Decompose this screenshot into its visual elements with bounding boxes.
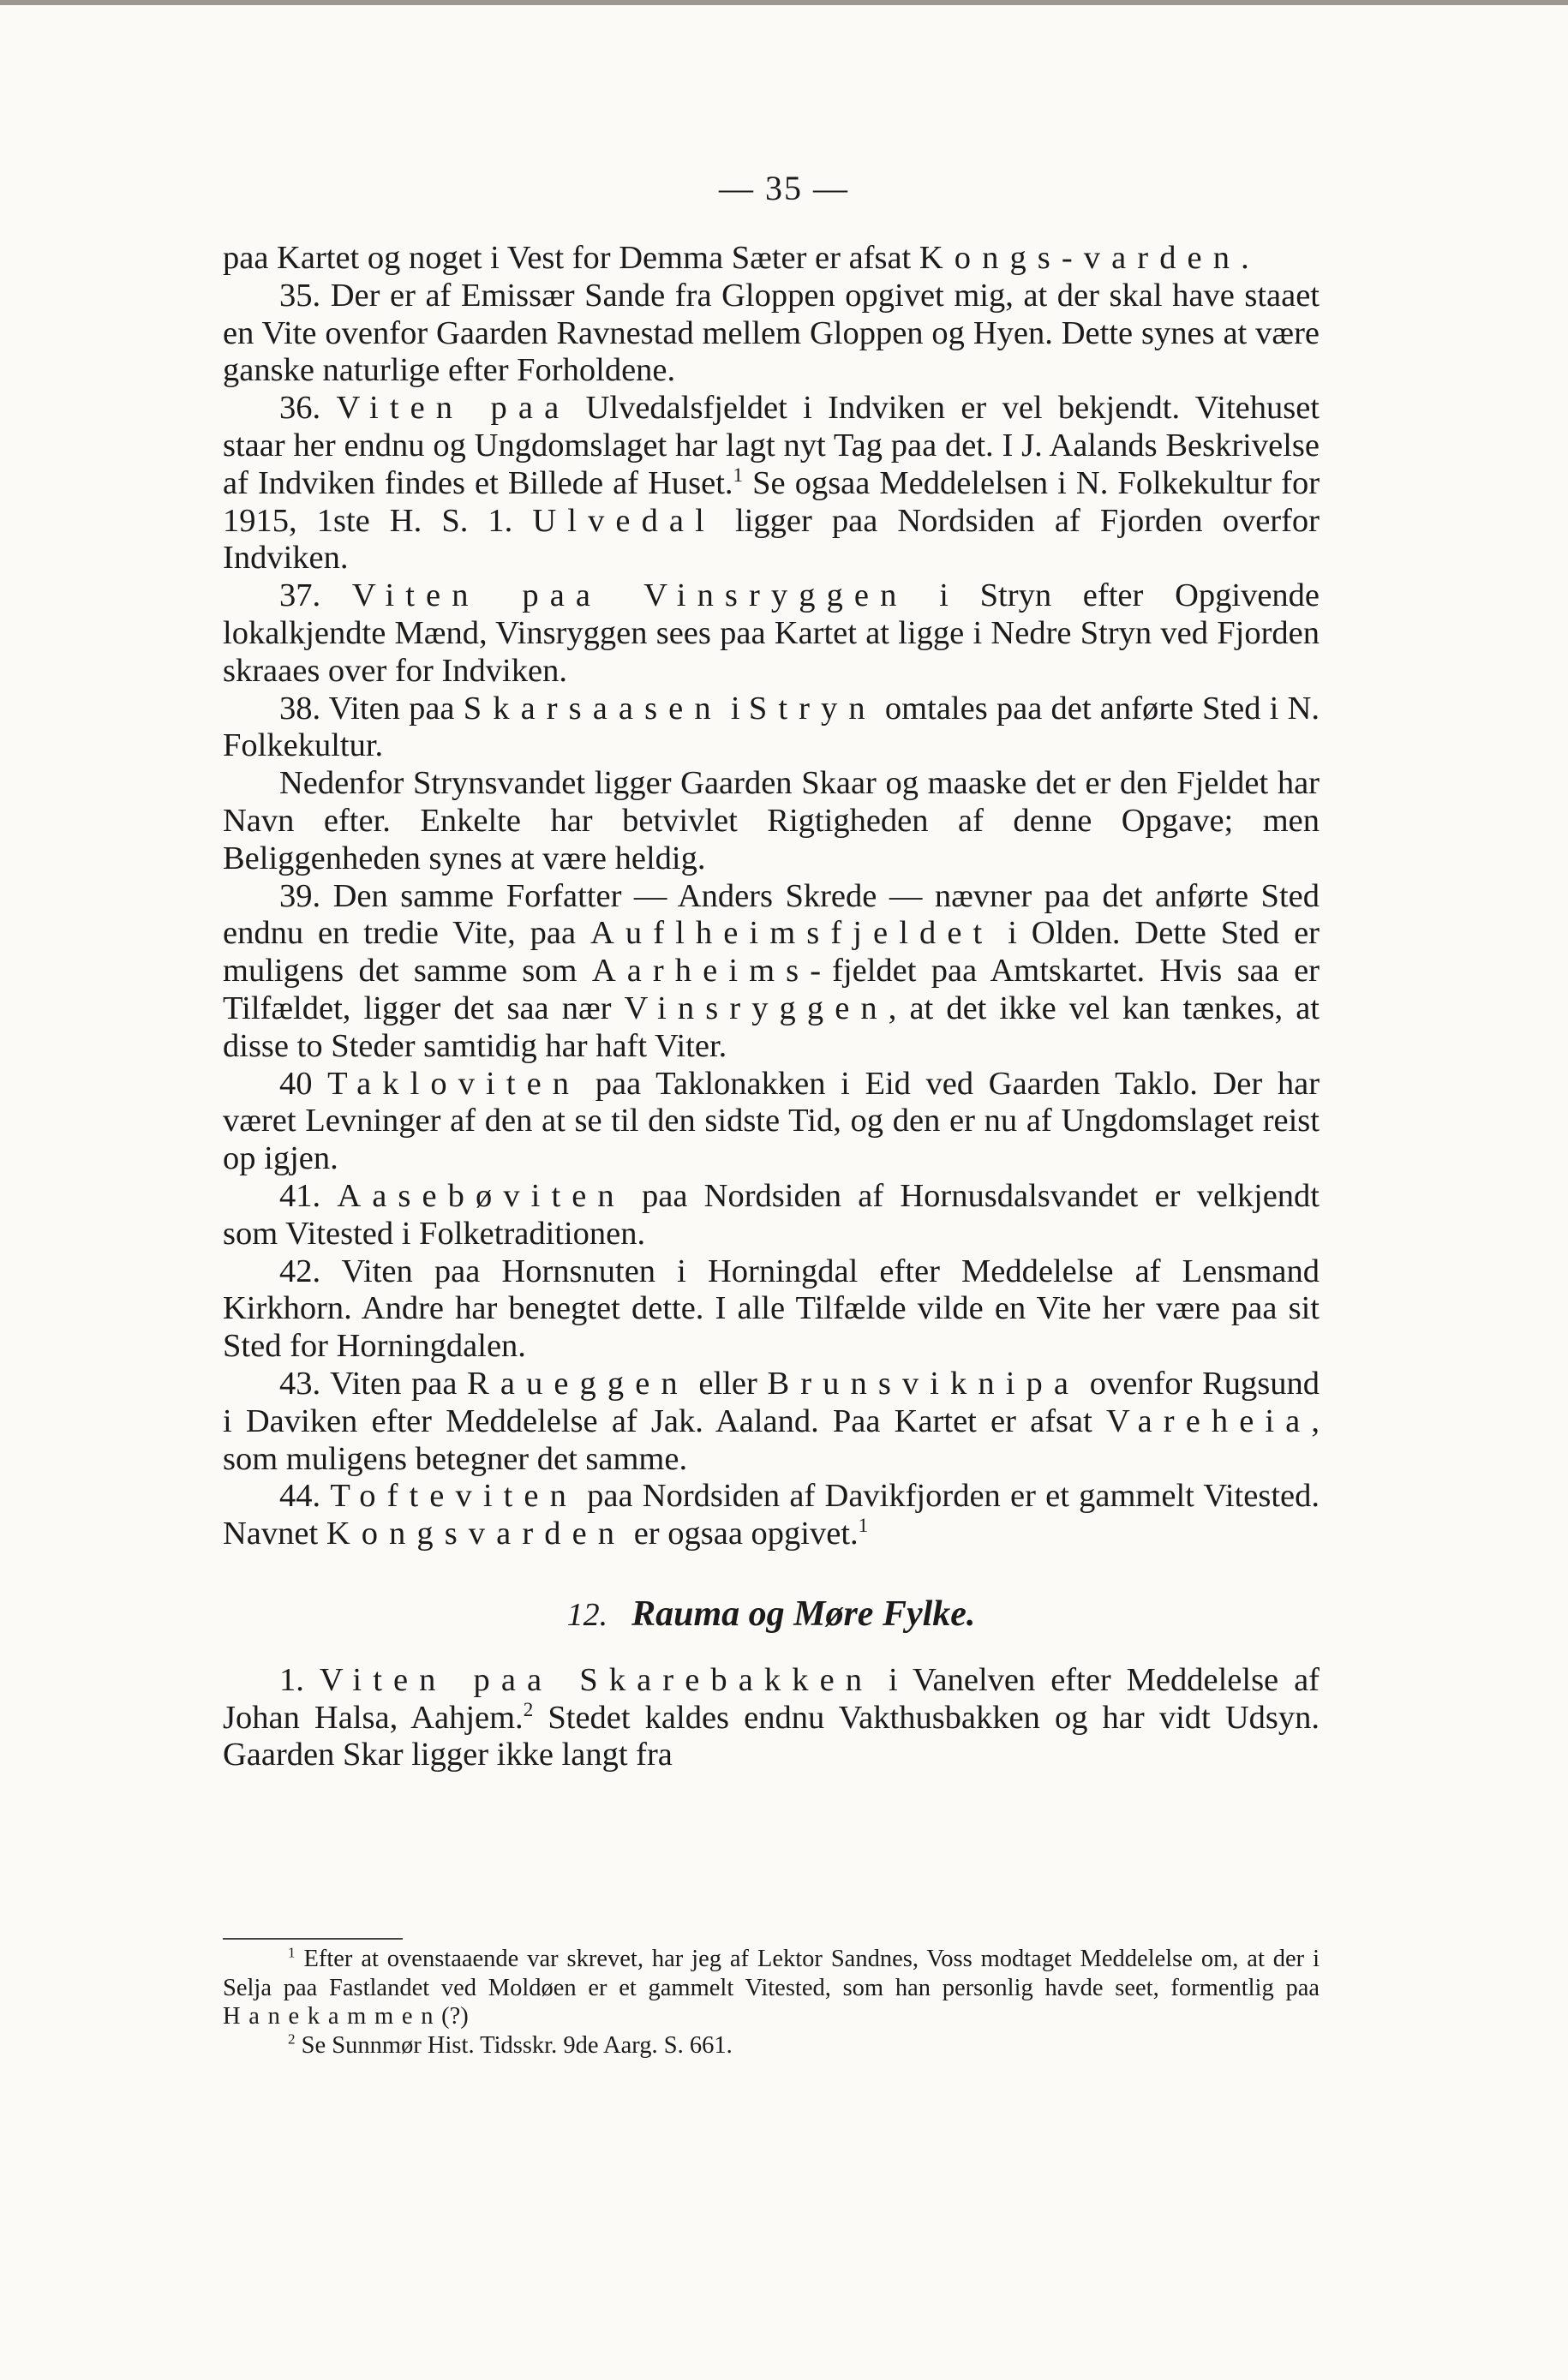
text-run: ovenfor Rugsund i Daviken efter Meddelelse af Jak. Aaland. Paa Kartet er afsat: [223, 1365, 1320, 1439]
paragraph: [223, 390, 1320, 577]
text-run: i Stryn efter Opgivende lokalkjendte Mænd, Vinsryggen sees paa Kartet at ligge i Nedre Stryn ved Fjorden skraaes over for Indviken.: [223, 577, 1320, 689]
footnote-mark: 2: [523, 1697, 534, 1720]
section-number: 12.: [566, 1596, 608, 1633]
text-run: i Olden. Dette Sted er muligens det samme som: [223, 915, 1320, 990]
paragraph: [223, 878, 1320, 1066]
text-run: i Vanelven efter Meddelelse af Johan Halsa, Aahjem.: [223, 1661, 1320, 1736]
paragraph: [223, 1178, 1320, 1253]
spaced-name: Takloviten: [327, 1065, 581, 1102]
text-run: 35. Der er af Emissær Sande fra Gloppen opgivet mig, at der skal have staaet en Vite ovenfor Gaarden Ravnestad mellem Gloppen og Hyen. Dette synes at være ganske naturlige efter Forholdene.: [223, 277, 1320, 389]
section-heading: [223, 1593, 1320, 1636]
footnotes: [223, 1945, 1320, 2060]
spaced-name: Stryn: [748, 690, 877, 727]
spaced-name: Vinsryggen: [624, 990, 889, 1026]
text-run: eller: [688, 1365, 768, 1402]
text-run: 40: [279, 1065, 328, 1102]
paragraph: [223, 1253, 1320, 1366]
text-run: , som muligens betegner det samme.: [223, 1402, 1320, 1477]
text-run: 43. Viten paa: [279, 1365, 468, 1402]
paragraph-list: [223, 240, 1320, 1553]
paragraph: [223, 1478, 1320, 1553]
footnote: [223, 1945, 1320, 2031]
paragraph: [223, 1066, 1320, 1178]
spaced-name: Raueggen: [467, 1365, 689, 1402]
text-run: 38. Viten paa: [279, 690, 464, 727]
text-run: , at det ikke vel kan tænkes, at disse to Steder samtidig har haft Viter.: [223, 990, 1320, 1064]
text-run: ligger paa Nordsiden af Fjorden overfor Indviken.: [223, 502, 1320, 577]
spaced-name: Kongsvarden: [326, 1516, 626, 1552]
text-run: 44.: [279, 1478, 331, 1515]
text-run: 39. Den samme Forfatter — Anders Skrede — nævner paa det anførte Sted endnu en tredie Vite, paa: [223, 877, 1320, 952]
footnote-mark: 2: [288, 2030, 296, 2047]
spaced-name: Viten paa Skarebakken: [319, 1661, 874, 1698]
page-number: — 35 —: [719, 169, 849, 207]
text-run: paa Taklonakken i Eid ved Gaarden Taklo. Der har været Levninger af den at se til den sidste Tid, og den er nu af Ungdomslaget reist op igjen.: [223, 1065, 1320, 1177]
text-run: 36.: [279, 390, 337, 427]
paragraph: [223, 240, 1320, 278]
spaced-name: Brunsviknipa: [767, 1365, 1080, 1402]
text-run: Se ogsaa Meddelelsen i N. Folkekultur for 1915, 1ste H. S. 1.: [223, 464, 1320, 539]
spaced-name: Vareheia: [1105, 1402, 1312, 1439]
section-paragraph-list: [223, 1662, 1320, 1774]
text-run: Ulvedalsfjeldet i Indviken er vel bekjendt. Vitehuset staar her endnu og Ungdomslaget har lagt nyt Tag paa det. I J. Aalands Beskrivelse af Indviken findes et Billede af Huset.: [223, 390, 1320, 501]
spaced-name: Auflheimsfjeldet: [589, 915, 994, 952]
text-run: 37.: [279, 577, 352, 614]
footnote-mark: 1: [858, 1514, 869, 1537]
main-text: [223, 240, 1320, 1774]
text-run: fjeldet paa Amtskartet. Hvis saa er Tilfældet, ligger det saa nær: [223, 953, 1320, 1026]
spaced-name: Viten paa: [336, 390, 571, 427]
text-run: paa Nordsiden af Hornusdalsvandet er velkjendt som Vitested i Folketraditionen.: [223, 1177, 1320, 1252]
text-run: Nedenfor Strynsvandet ligger Gaarden Skaar og maaske det er den Fjeldet har Navn efter. Enkelte har betvivlet Rigtigheden af denne Opgave; men Beliggenheden synes at være heldig.: [223, 765, 1320, 876]
text-run: Stedet kaldes endnu Vakthusbakken og har vidt Udsyn. Gaarden Skar ligger ikke langt fra: [223, 1699, 1320, 1773]
spaced-name: Aasebøviten: [337, 1177, 625, 1214]
spaced-name: Hanekammen: [223, 2003, 442, 2030]
footnote-mark: 1: [733, 463, 744, 486]
text-run: .: [1241, 240, 1249, 276]
spaced-name: Viten paa Vinsryggen: [351, 577, 908, 614]
spaced-name: Ulvedal: [532, 502, 715, 539]
text-run: paa Nordsiden af Davikfjorden er et gammelt Vitested. Navnet: [223, 1478, 1320, 1552]
spaced-name: Tofteviten: [330, 1478, 578, 1515]
text-run: omtales paa det anførte Sted i N. Folkekultur.: [223, 690, 1320, 764]
text-run: paa Kartet og noget i Vest for Demma Sæter er afsat: [223, 240, 919, 276]
text-run: 1.: [279, 1661, 320, 1698]
text-run: 42. Viten paa Hornsnuten i Horningdal efter Meddelelse af Lensmand Kirkhorn. Andre har benegtet dette. I alle Tilfælde vilde en Vite her være paa sit Sted for Horningdalen.: [223, 1253, 1320, 1365]
text-run: i: [721, 690, 749, 727]
paragraph: [223, 765, 1320, 877]
footnote: [223, 2031, 1320, 2060]
paragraph: [223, 691, 1320, 766]
paragraph: [223, 278, 1320, 390]
text-run: (?): [441, 2003, 469, 2030]
paragraph: [223, 1662, 1320, 1774]
text-run: 41.: [279, 1177, 338, 1214]
text-run: Efter at ovenstaaende var skrevet, har jeg af Lektor Sandnes, Voss modtaget Meddelelse om, at der i Selja paa Fastlandet ved Moldøen er et gammelt Vitested, som han personlig havde seet, formentlig paa: [223, 1946, 1320, 2001]
footnote-mark: 1: [288, 1944, 296, 1961]
spaced-name: Aarheims-: [591, 953, 833, 990]
spaced-name: Kongs-varden: [919, 240, 1242, 276]
text-run: Se Sunnmør Hist. Tidsskr. 9de Aarg. S. 661.: [295, 2031, 733, 2059]
spaced-name: Skarsaasen: [463, 690, 722, 727]
text-run: er ogsaa opgivet.: [625, 1516, 859, 1552]
top-edge-rule: [0, 0, 1568, 5]
paragraph: [223, 577, 1320, 690]
section-title: Rauma og Møre Fylke.: [631, 1594, 976, 1634]
footnote-separator: [223, 1938, 403, 1940]
paragraph: [223, 1366, 1320, 1478]
